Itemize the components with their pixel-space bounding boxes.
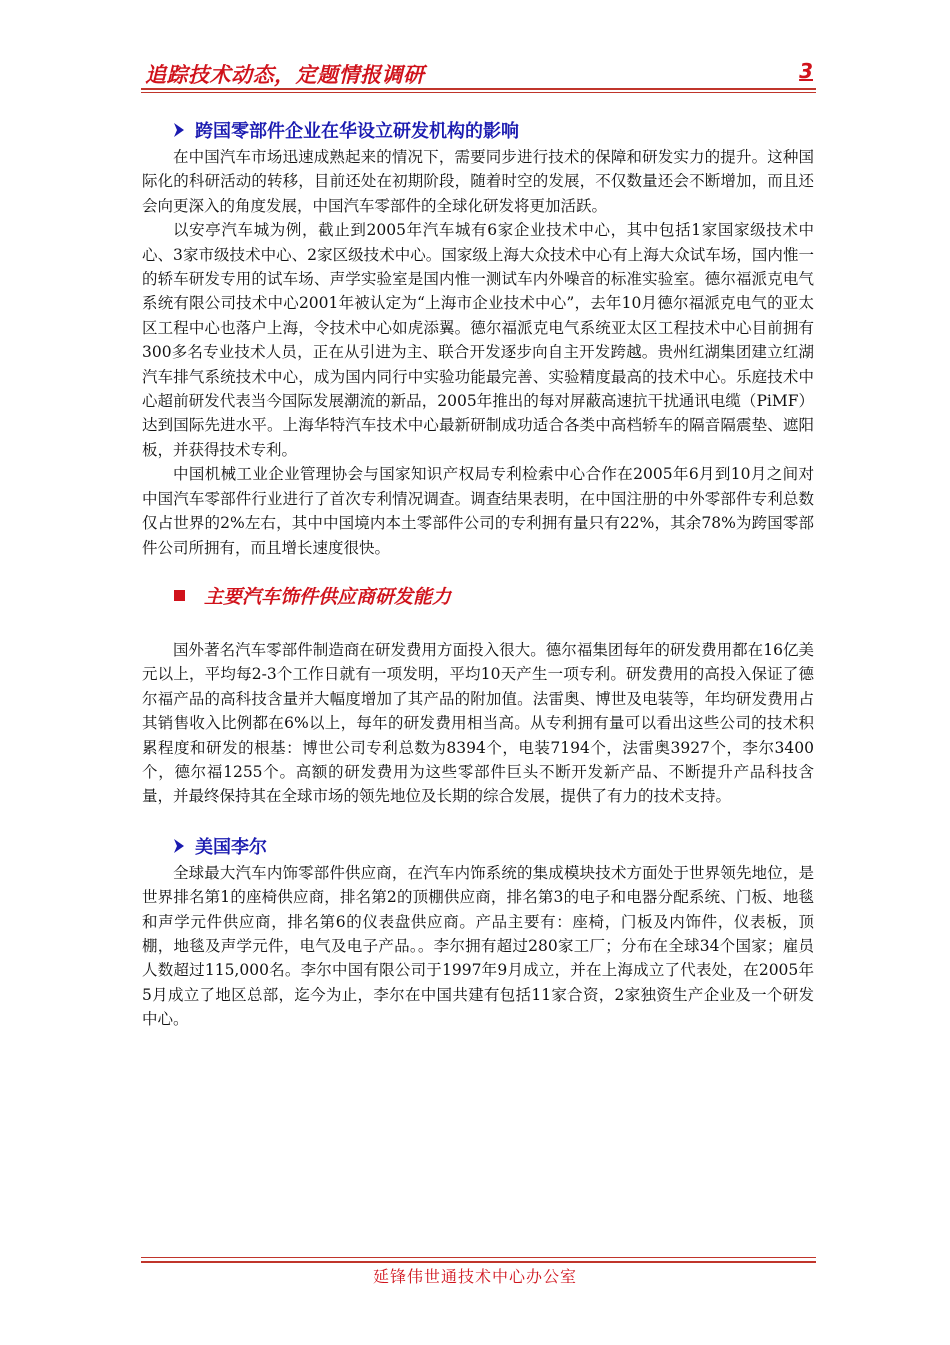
header-title: 追踪技术动态，定题情报调研 bbox=[145, 63, 425, 87]
section-heading-1 bbox=[142, 115, 814, 145]
square-bullet-icon bbox=[174, 590, 185, 601]
paragraph: 国外著名汽车零部件制造商在研发费用方面投入很大。德尔福集团每年的研发费用都在16亿美元以上，平均每2-3个工作日就有一项发明，平均10天产生一项专利。研发费用的高投入保证了德尔福产品的高科技含量并大幅度增加了其产品的附加值。法雷奥、博世及电装等，年均研发费用占其销售收入比例都在6%以上，每年的研发费用相当高。从专利拥有量可以看出这些公司的技术积累程度和研发的根基：博世公司专利总数为8394个，电装7194个，法雷奥3927个，李尔3400个，德尔福1255个。高额的研发费用为这些零部件巨头不断开发新产品、不断提升产品科技含量，并最终保持其在全球市场的领先地位及长期的综合发展，提供了有力的技术支持。 bbox=[142, 640, 814, 806]
arrow-bullet-icon bbox=[172, 837, 186, 855]
section-heading-text: 美国李尔 bbox=[195, 836, 267, 858]
page-header bbox=[141, 58, 815, 90]
footer-text: 延锋伟世通技术中心办公室 bbox=[372, 1267, 577, 1286]
paragraph: 在中国汽车市场迅速成熟起来的情况下，需要同步进行技术的保障和研发实力的提升。这种国际化的科研活动的转移，目前还处在初期阶段，随着时空的发展，不仅数量还会不断增加，而且还会向更深入的角度发展，中国汽车零部件的全球化研发将更加活跃。 bbox=[142, 148, 814, 215]
section-heading-2 bbox=[142, 576, 814, 616]
page-content bbox=[142, 115, 814, 1032]
header-rule-bottom bbox=[141, 92, 816, 93]
section-heading-text: 主要汽车饰件供应商研发能力 bbox=[204, 586, 452, 609]
paragraph: 全球最大汽车内饰零部件供应商，在汽车内饰系统的集成模块技术方面处于世界领先地位，是世界排名第1的座椅供应商，排名第2的顶棚供应商，排名第3的电子和电器分配系统、门板、地毯和声学元件供应商，排名第6的仪表盘供应商。产品主要有：座椅，门板及内饰件，仪表板，顶棚，地毯及声学元件，电气及电子产品。。李尔拥有超过280家工厂；分布在全球34个国家；雇员人数超过115,000名。李尔中国有限公司于1997年9月成立，并在上海成立了代表处，在2005年5月成立了地区总部，迄今为止，李尔在中国共建有包括11家合资，2家独资生产企业及一个研发中心。 bbox=[142, 863, 814, 1029]
paragraph: 以安亭汽车城为例，截止到2005年汽车城有6家企业技术中心，其中包括1家国家级技术中心、3家市级技术中心、2家区级技术中心。国家级上海大众技术中心有上海大众试车场，国内惟一的轿车研发专用的试车场、声学实验室是国内惟一测试车内外噪音的标准实验室。德尔福派克电气系统有限公司技术中心2001年被认定为“上海市企业技术中心”，去年10月德尔福派克电气的亚太区工程中心也落户上海，令技术中心如虎添翼。德尔福派克电气系统亚太区工程技术中心目前拥有300多名专业技术人员，正在从引进为主、联合开发逐步向自主开发跨越。贵州红湖集团建立红湖汽车排气系统技术中心，成为国内同行中实验功能最完善、实验精度最高的技术中心。乐庭技术中心超前研发代表当今国际发展潮流的新品，2005年推出的每对屏蔽高速抗干扰通讯电缆（PiMF）达到国际先进水平。上海华特汽车技术中心最新研制成功适合各类中高档轿车的隔音隔震垫、遮阳板，并获得技术专利。 bbox=[142, 221, 814, 459]
footer-rule-top bbox=[141, 1257, 816, 1258]
paragraph: 中国机械工业企业管理协会与国家知识产权局专利检索中心合作在2005年6月到10月之间对中国汽车零部件行业进行了首次专利情况调查。调查结果表明，在中国注册的中外零部件专利总数仅占世界的2%左右，其中中国境内本土零部件公司的专利拥有量只有22%，其余78%为跨国零部件公司所拥有，而且增长速度很快。 bbox=[142, 465, 814, 557]
header-rule-top bbox=[141, 88, 816, 90]
section-heading-text: 跨国零部件企业在华设立研发机构的影响 bbox=[195, 121, 519, 142]
section-heading-3 bbox=[142, 831, 814, 861]
page-number: 3 bbox=[799, 59, 813, 83]
footer-rule-bottom bbox=[141, 1261, 816, 1263]
arrow-bullet-icon bbox=[172, 121, 186, 139]
